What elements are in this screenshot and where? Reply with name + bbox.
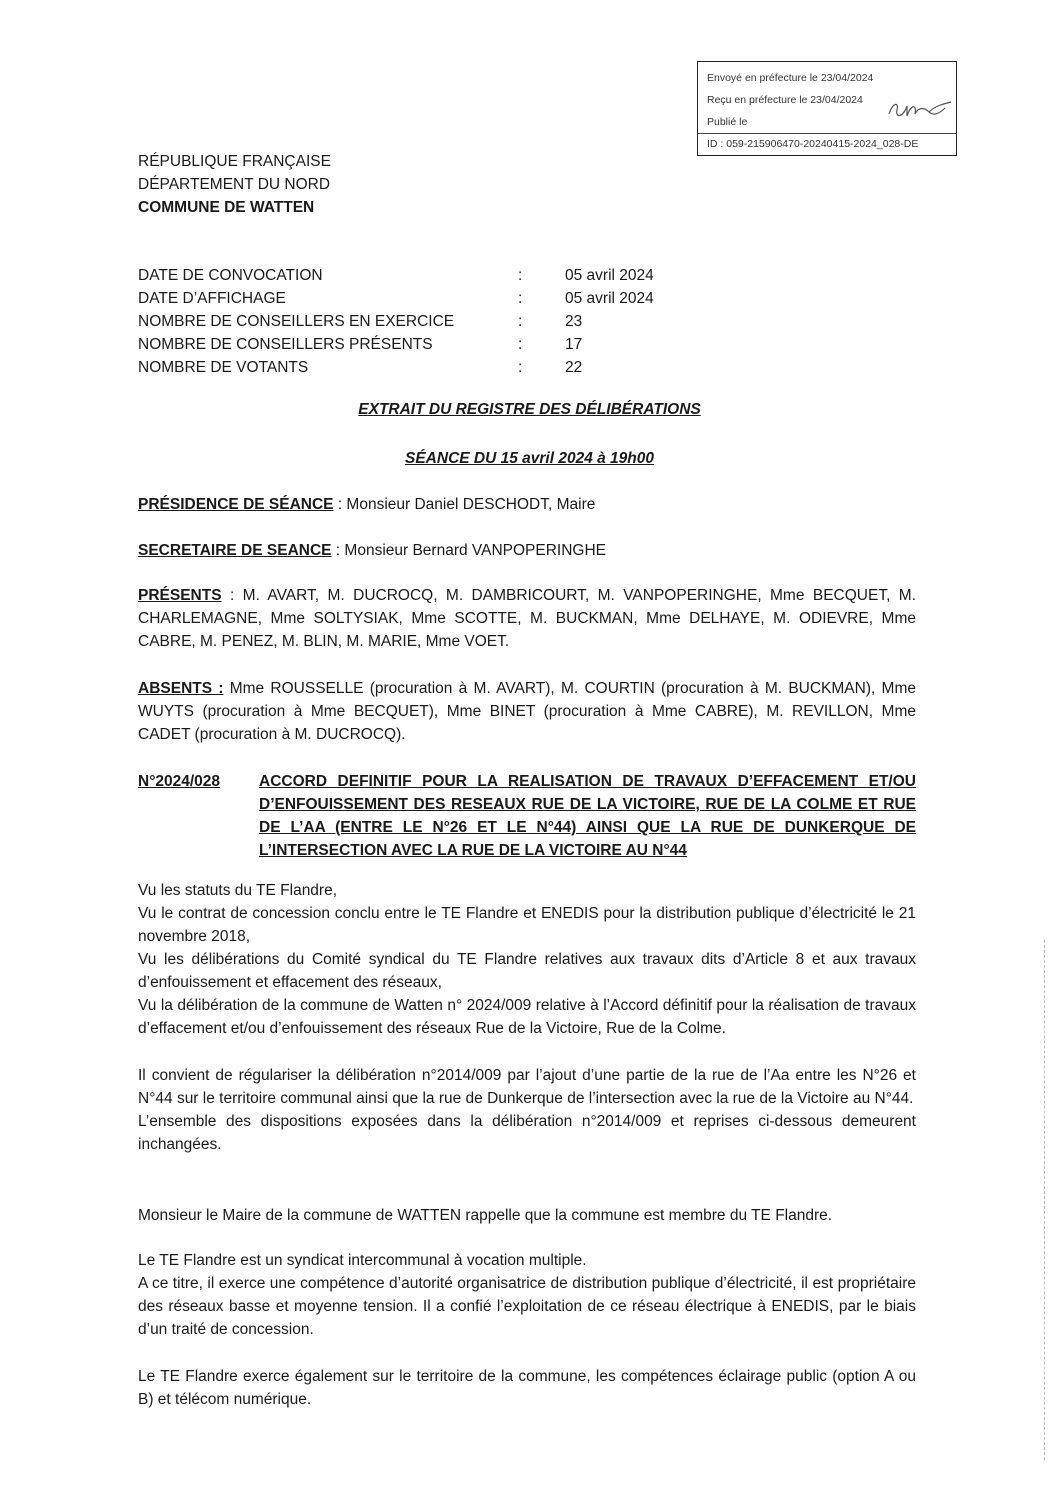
vu-item: Vu la délibération de la commune de Watten n° 2024/009 relative à l’Accord définitif pour la réalisation de travaux d’effacement et/ou d’enfouissement des réseaux Rue de la Victoire, Rue de la Colme.: [138, 997, 916, 1037]
issuer-header: [138, 150, 331, 219]
vu-item: Vu les statuts du TE Flandre,: [138, 882, 338, 899]
department-line: DÉPARTEMENT DU NORD: [138, 176, 331, 193]
vu-item: Vu les délibérations du Comité syndical du TE Flandre relatives aux travaux dits d’Article 8 et aux travaux d’enfouissement et effacement des réseaux,: [138, 951, 916, 991]
prefecture-stamp: [697, 61, 957, 156]
deliberation-heading: [138, 770, 916, 862]
handwritten-signature-icon: [885, 96, 955, 124]
stamp-sent: Envoyé en préfecture le 23/04/2024: [707, 72, 874, 84]
session-metadata: [138, 264, 654, 379]
session-title: SÉANCE DU 15 avril 2024 à 19h00: [405, 450, 654, 467]
vu-list: [138, 879, 916, 1040]
presidence-label: PRÉSIDENCE DE SÉANCE: [138, 496, 334, 513]
absents-label: ABSENTS :: [138, 680, 224, 697]
meta-row: NOMBRE DE CONSEILLERS PRÉSENTS : 17: [138, 336, 583, 353]
stamp-id: ID : 059-215906470-20240415-2024_028-DE: [707, 138, 919, 150]
presidence-line: [138, 493, 916, 516]
secretaire-text: : Monsieur Bernard VANPOPERINGHE: [331, 542, 606, 559]
deliberation-title: ACCORD DEFINITIF POUR LA REALISATION DE TRAVAUX D’EFFACEMENT ET/OU D’ENFOUISSEMENT DES RESEAUX RUE DE LA VICTOIRE, RUE DE LA COLME ET RUE DE L’AA (ENTRE LE N°26 ET LE N°44) AINSI QUE LA RUE DE DUNKERQUE DE L’INTERSECTION AVEC LA RUE DE LA VICTOIRE AU N°44: [259, 773, 916, 859]
competences-paragraph: Le TE Flandre exerce également sur le territoire de la commune, les compétences éclairage public (option A ou B) et télécom numérique.: [138, 1368, 916, 1408]
absents-text: Mme ROUSSELLE (procuration à M. AVART), M. COURTIN (procuration à M. BUCKMAN), Mme WUYTS (procuration à Mme BECQUET), Mme BINET (procuration à Mme CABRE), M. REVILLON, Mme CADET (procuration à M. DUCROCQ).: [138, 680, 916, 743]
meta-row: NOMBRE DE CONSEILLERS EN EXERCICE : 23: [138, 313, 583, 330]
syndicat-paragraph: Le TE Flandre est un syndicat intercommunal à vocation multiple. A ce titre, il exerce une compétence d’autorité organisatrice de distribution publique d’électricité, il est propriétaire des réseaux basse et moyenne tension. Il a confié l’exploitation de ce réseau électrique à ENEDIS, par le biais d’un traité de concession.: [138, 1252, 916, 1338]
republic-line: RÉPUBLIQUE FRANÇAISE: [138, 153, 331, 170]
presents-paragraph: [138, 584, 916, 653]
extract-title: EXTRAIT DU REGISTRE DES DÉLIBÉRATIONS: [358, 401, 701, 418]
secretaire-line: [138, 539, 916, 562]
regularisation-paragraph: Il convient de régulariser la délibération n°2014/009 par l’ajout d’une partie de la rue de l’Aa entre les N°26 et N°44 sur le territoire communal ainsi que la rue de Dunkerque de l’intersection avec la rue de la Victoire au N°44. L’ensemble des dispositions exposées dans la délibération n°2014/009 et reprises ci-dessous demeurent inchangées.: [138, 1067, 916, 1153]
presents-label: PRÉSENTS: [138, 587, 222, 604]
maire-paragraph: Monsieur le Maire de la commune de WATTEN rappelle que la commune est membre du TE Flandre.: [138, 1207, 833, 1224]
meta-row: DATE D’AFFICHAGE : 05 avril 2024: [138, 290, 654, 307]
presidence-text: : Monsieur Daniel DESCHODT, Maire: [333, 496, 596, 513]
stamp-received: Reçu en préfecture le 23/04/2024: [707, 94, 863, 106]
absents-paragraph: [138, 677, 916, 746]
meta-row: DATE DE CONVOCATION : 05 avril 2024: [138, 267, 654, 284]
commune-line: COMMUNE DE WATTEN: [138, 199, 315, 216]
stamp-divider: [698, 133, 956, 134]
vu-item: Vu le contrat de concession conclu entre le TE Flandre et ENEDIS pour la distribution publique d’électricité le 21 novembre 2018,: [138, 905, 916, 945]
scan-edge-divider: [1044, 940, 1045, 1460]
deliberation-number: N°2024/028: [138, 773, 221, 790]
presents-text: : M. AVART, M. DUCROCQ, M. DAMBRICOURT, M. VANPOPERINGHE, Mme BECQUET, M. CHARLEMAGNE, Mme SOLTYSIAK, Mme SCOTTE, M. BUCKMAN, Mme DELHAYE, M. ODIEVRE, Mme CABRE, M. PENEZ, M. BLIN, M. MARIE, Mme VOET.: [138, 587, 916, 650]
secretaire-label: SECRETAIRE DE SEANCE: [138, 542, 332, 559]
meta-row: NOMBRE DE VOTANTS : 22: [138, 359, 583, 376]
stamp-published: Publié le: [707, 116, 748, 128]
